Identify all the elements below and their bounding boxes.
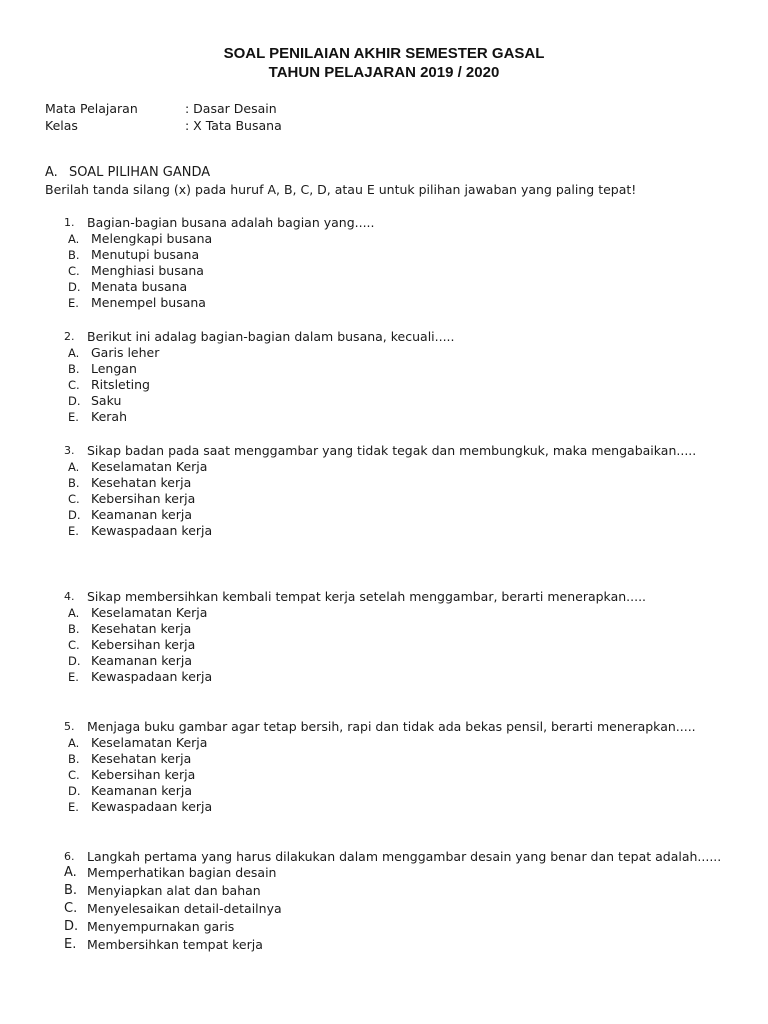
exam-title: SOAL PENILAIAN AKHIR SEMESTER GASAL [223, 45, 545, 62]
option-text: Menyempurnakan garis [87, 919, 235, 934]
option-letter: B. [68, 752, 80, 766]
option-text: Kebersihan kerja [91, 767, 196, 782]
option-letter: C. [68, 492, 80, 506]
option-text: Keamanan kerja [91, 507, 192, 522]
option-b[interactable] [64, 621, 722, 637]
option-letter: D. [68, 508, 81, 522]
option-letter: E. [68, 524, 79, 538]
question-number: 5. [64, 720, 75, 733]
option-d[interactable] [64, 279, 722, 295]
option-list [64, 459, 722, 539]
question-text: Sikap badan pada saat menggambar yang tidak tegak dan membungkuk, maka mengabaikan..... [87, 443, 697, 458]
option-c[interactable] [64, 637, 722, 653]
option-letter: B. [68, 622, 80, 636]
exam-year: TAHUN PELAJARAN 2019 / 2020 [268, 64, 500, 81]
question-4 [64, 589, 722, 685]
option-text: Kebersihan kerja [91, 637, 196, 652]
option-list [64, 735, 722, 815]
option-b[interactable] [64, 475, 722, 491]
option-letter: E. [68, 296, 79, 310]
option-c[interactable] [64, 263, 722, 279]
option-a[interactable] [64, 605, 722, 621]
option-text: Membersihkan tempat kerja [87, 937, 263, 952]
option-a[interactable] [64, 345, 722, 361]
option-text: Saku [91, 393, 122, 408]
option-text: Lengan [91, 361, 137, 376]
option-a[interactable] [64, 459, 722, 475]
option-text: Keselamatan Kerja [91, 735, 208, 750]
section-instruction: Berilah tanda silang (x) pada huruf A, B, C, D, atau E untuk pilihan jawaban yang paling tepat! [45, 182, 637, 197]
subject-value: : Dasar Desain [185, 101, 277, 116]
option-text: Ritsleting [91, 377, 150, 392]
option-b[interactable] [64, 361, 722, 377]
option-letter: D. [68, 784, 81, 798]
option-letter: B. [68, 476, 80, 490]
option-text: Kewaspadaan kerja [91, 523, 213, 538]
option-a[interactable] [64, 735, 722, 751]
option-letter: B. [68, 248, 80, 262]
question-number: 6. [64, 850, 75, 863]
option-e[interactable] [64, 295, 722, 311]
option-letter: A. [68, 346, 80, 360]
option-letter: C. [64, 901, 78, 916]
option-letter: A. [68, 232, 80, 246]
question-2 [64, 329, 722, 425]
option-letter: D. [68, 654, 81, 668]
option-e[interactable] [64, 523, 722, 539]
option-text: Kesehatan kerja [91, 475, 192, 490]
option-letter: D. [68, 280, 81, 294]
question-text: Berikut ini adalag bagian-bagian dalam busana, kecuali..... [87, 329, 455, 344]
option-text: Kerah [91, 409, 127, 424]
option-letter: A. [68, 736, 80, 750]
option-text: Menyiapkan alat dan bahan [87, 883, 261, 898]
option-c[interactable] [64, 901, 722, 919]
option-text: Menyelesaikan detail-detailnya [87, 901, 282, 916]
option-text: Keselamatan Kerja [91, 605, 208, 620]
option-text: Melengkapi busana [91, 231, 213, 246]
option-d[interactable] [64, 783, 722, 799]
option-text: Keamanan kerja [91, 783, 192, 798]
subject-label: Mata Pelajaran [45, 101, 138, 116]
option-letter: D. [68, 394, 81, 408]
option-text: Memperhatikan bagian desain [87, 865, 277, 880]
option-text: Kesehatan kerja [91, 751, 192, 766]
option-b[interactable] [64, 247, 722, 263]
option-letter: C. [68, 378, 80, 392]
question-text: Bagian-bagian busana adalah bagian yang..... [87, 215, 375, 230]
option-text: Keselamatan Kerja [91, 459, 208, 474]
option-d[interactable] [64, 653, 722, 669]
option-text: Menghiasi busana [91, 263, 204, 278]
question-number: 2. [64, 330, 75, 343]
option-text: Keamanan kerja [91, 653, 192, 668]
option-letter: B. [64, 883, 78, 898]
option-e[interactable] [64, 799, 722, 815]
option-letter: C. [68, 768, 80, 782]
option-list [64, 345, 722, 425]
option-text: Kewaspadaan kerja [91, 799, 213, 814]
option-letter: A. [64, 865, 77, 880]
question-3 [64, 443, 722, 539]
option-list [64, 605, 722, 685]
section-letter: A. [45, 165, 58, 180]
section-title: SOAL PILIHAN GANDA [69, 165, 211, 180]
option-e[interactable] [64, 669, 722, 685]
question-text: Menjaga buku gambar agar tetap bersih, rapi dan tidak ada bekas pensil, berarti menerapkan..... [87, 719, 696, 734]
option-text: Menutupi busana [91, 247, 200, 262]
option-d[interactable] [64, 393, 722, 409]
option-d[interactable] [64, 919, 722, 937]
option-b[interactable] [64, 883, 722, 901]
option-text: Kebersihan kerja [91, 491, 196, 506]
option-a[interactable] [64, 865, 722, 883]
option-letter: D. [64, 919, 79, 934]
option-e[interactable] [64, 409, 722, 425]
option-letter: C. [68, 264, 80, 278]
option-text: Garis leher [91, 345, 160, 360]
option-text: Menempel busana [91, 295, 206, 310]
option-text: Kesehatan kerja [91, 621, 192, 636]
option-list [64, 231, 722, 311]
option-letter: A. [68, 606, 80, 620]
option-a[interactable] [64, 231, 722, 247]
option-c[interactable] [64, 377, 722, 393]
question-text: Sikap membersihkan kembali tempat kerja setelah menggambar, berarti menerapkan..... [87, 589, 647, 604]
option-d[interactable] [64, 507, 722, 523]
option-b[interactable] [64, 751, 722, 767]
question-5 [64, 719, 722, 815]
question-number: 3. [64, 444, 75, 457]
class-value: : X Tata Busana [185, 118, 282, 133]
option-text: Kewaspadaan kerja [91, 669, 213, 684]
option-letter: E. [68, 410, 79, 424]
option-letter: E. [68, 670, 79, 684]
option-list [64, 865, 722, 955]
option-letter: E. [68, 800, 79, 814]
question-text: Langkah pertama yang harus dilakukan dalam menggambar desain yang benar dan tepat adalah...... [87, 849, 722, 864]
question-number: 1. [64, 216, 75, 229]
class-label: Kelas [45, 118, 78, 133]
option-e[interactable] [64, 937, 722, 955]
question-number: 4. [64, 590, 75, 603]
section-heading [45, 165, 210, 181]
option-letter: B. [68, 362, 80, 376]
question-1 [64, 215, 722, 311]
option-c[interactable] [64, 491, 722, 507]
option-text: Menata busana [91, 279, 188, 294]
question-6 [64, 849, 722, 955]
option-letter: C. [68, 638, 80, 652]
option-letter: A. [68, 460, 80, 474]
option-letter: E. [64, 937, 77, 952]
option-c[interactable] [64, 767, 722, 783]
